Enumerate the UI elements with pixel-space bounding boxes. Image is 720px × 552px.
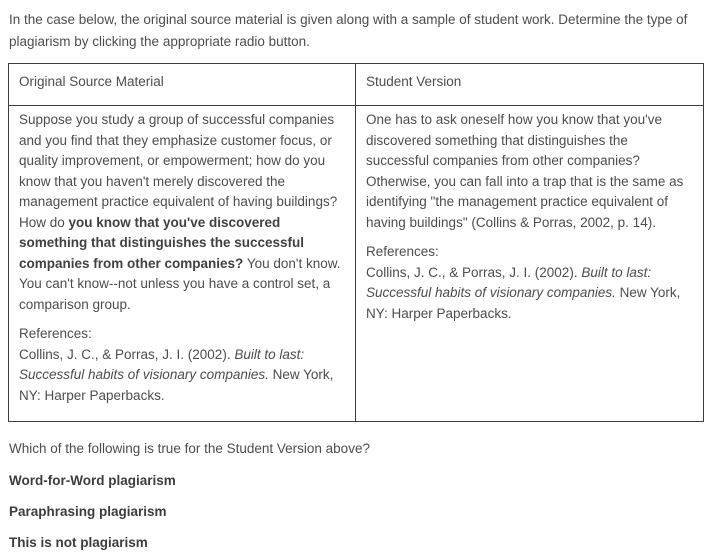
instructions-text: In the case below, the original source material is given along with a sample of student work. Determine the type of plagiarism by clicking the appropriate radio button.: [9, 12, 688, 49]
original-text-regular-1: Suppose you study a group of successful companies and you find that they emphasize customer focus, or quality improvement, or empowerment; how do you know that you haven't merely discovered the management practice equivalent of having buildings? How do: [19, 112, 338, 230]
original-text-regular-2: You don't know. You can't know--not unless you have a control set, a comparison group.: [19, 255, 341, 312]
citation-publisher: New York, NY: Harper Paperbacks.: [19, 367, 334, 403]
student-references: [366, 242, 693, 324]
option-word-for-word-plagiarism[interactable]: Word-for-Word plagiarism: [9, 473, 176, 488]
original-source-cell: [9, 106, 356, 422]
student-version-cell: [356, 106, 704, 422]
citation-title-italic: Built to last: Successful habits of visionary companies.: [366, 264, 652, 300]
citation-authors: Collins, J. C., & Porras, J. I. (2002).: [366, 264, 582, 280]
comparison-table: [8, 63, 704, 422]
student-version-paragraph: [366, 110, 693, 233]
references-label: References:: [19, 326, 92, 341]
option-this-is-not-plagiarism[interactable]: This is not plagiarism: [9, 535, 148, 550]
original-text-bold: you know that you've discovered something that distinguishes the successful companies from other companies?: [19, 214, 305, 271]
table-header-row: [9, 64, 704, 106]
student-version-header: Student Version: [356, 64, 704, 106]
option-paraphrasing-plagiarism[interactable]: Paraphrasing plagiarism: [9, 504, 167, 519]
original-references: [19, 324, 345, 406]
original-source-header: Original Source Material: [9, 64, 356, 106]
student-text: One has to ask oneself how you know that you've discovered something that distinguishes the successful companies from other companies? Otherwise, you can fall into a trap that is the same as identifying "the management practice equivalent of having buildings" (Collins & Porras, 2002, p. 14).: [366, 112, 684, 230]
question-text: Which of the following is true for the Student Version above?: [9, 441, 370, 456]
table-body-row: [9, 106, 704, 422]
citation-authors: Collins, J. C., & Porras, J. I. (2002).: [19, 346, 235, 362]
original-source-paragraph: [19, 110, 345, 315]
citation-publisher: New York, NY: Harper Paperbacks.: [366, 285, 681, 321]
references-label: References:: [366, 244, 439, 259]
citation-title-italic: Built to last: Successful habits of visionary companies.: [19, 346, 305, 382]
